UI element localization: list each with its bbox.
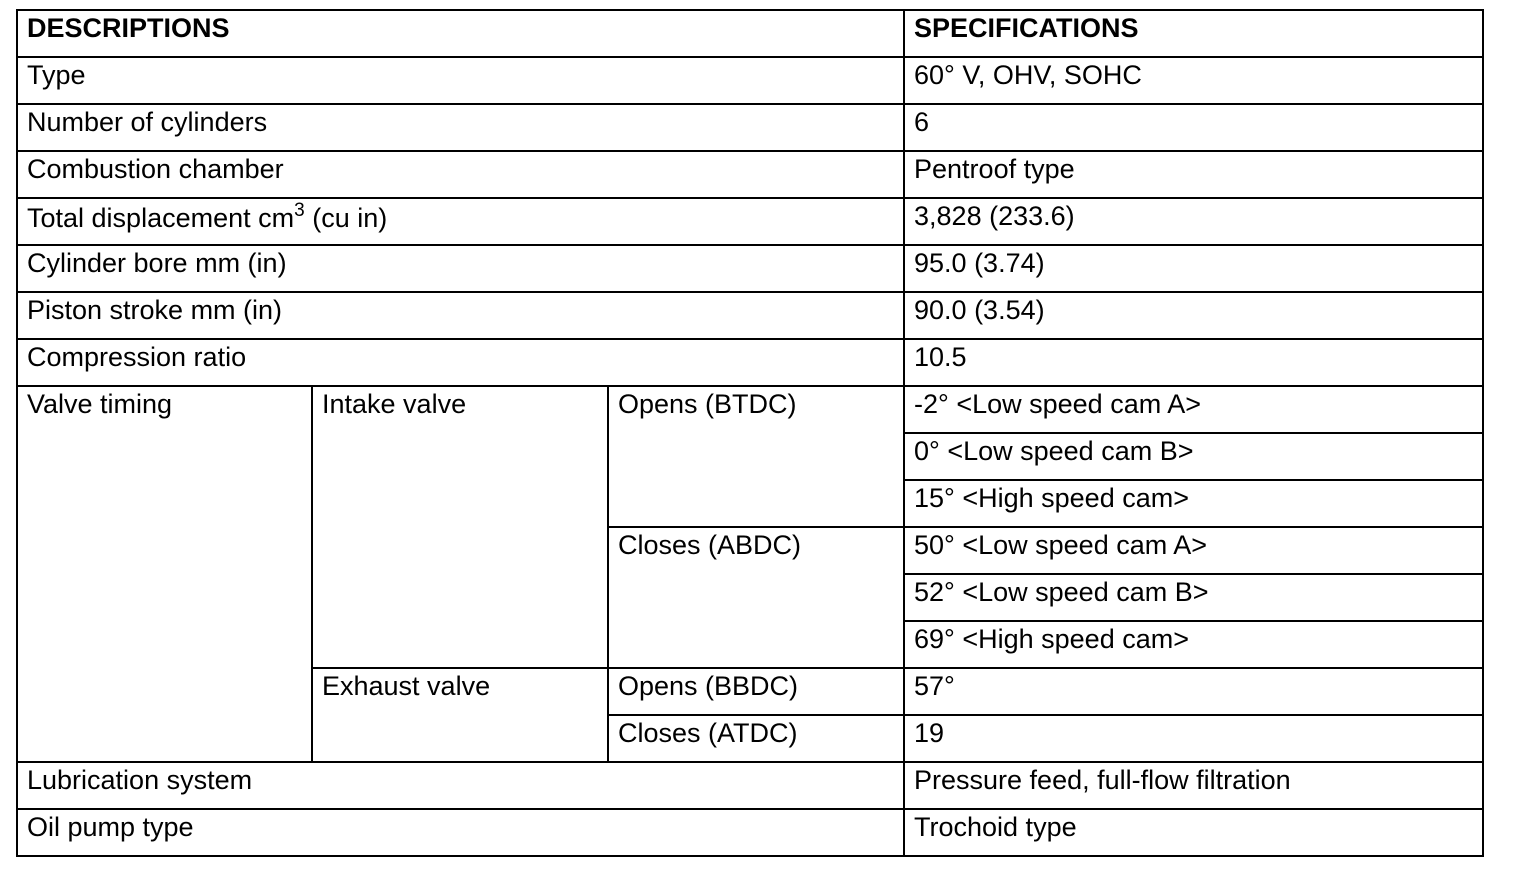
table-row [17, 762, 1483, 809]
table-row [17, 57, 1483, 104]
type-value: 60° V, OHV, SOHC [904, 57, 1483, 104]
intake-valve-label: Intake valve [312, 386, 608, 668]
displacement-label [17, 198, 904, 245]
table-row [17, 339, 1483, 386]
lubrication-value: Pressure feed, full-flow filtration [904, 762, 1483, 809]
intake-opens-value: 0° <Low speed cam B> [904, 433, 1483, 480]
cylinders-label: Number of cylinders [17, 104, 904, 151]
specifications-header: SPECIFICATIONS [904, 10, 1483, 57]
exhaust-closes-value: 19 [904, 715, 1483, 762]
intake-closes-value: 50° <Low speed cam A> [904, 527, 1483, 574]
displacement-value: 3,828 (233.6) [904, 198, 1483, 245]
stroke-value: 90.0 (3.54) [904, 292, 1483, 339]
table-row [17, 151, 1483, 198]
chamber-value: Pentroof type [904, 151, 1483, 198]
oilpump-value: Trochoid type [904, 809, 1483, 856]
displacement-label-text: Total displacement cm [27, 203, 295, 233]
bore-value: 95.0 (3.74) [904, 245, 1483, 292]
engine-specifications-table [16, 9, 1484, 857]
table-row [17, 292, 1483, 339]
table-row [17, 245, 1483, 292]
table-row [17, 104, 1483, 151]
stroke-label: Piston stroke mm (in) [17, 292, 904, 339]
displacement-label-unit: (cu in) [304, 203, 388, 233]
table-row [17, 198, 1483, 245]
intake-opens-value: -2° <Low speed cam A> [904, 386, 1483, 433]
intake-opens-label: Opens (BTDC) [608, 386, 904, 527]
intake-closes-label: Closes (ABDC) [608, 527, 904, 668]
compression-value: 10.5 [904, 339, 1483, 386]
table-row [17, 386, 1483, 433]
exhaust-opens-value: 57° [904, 668, 1483, 715]
bore-label: Cylinder bore mm (in) [17, 245, 904, 292]
compression-label: Compression ratio [17, 339, 904, 386]
valve-timing-label: Valve timing [17, 386, 312, 762]
oilpump-label: Oil pump type [17, 809, 904, 856]
lubrication-label: Lubrication system [17, 762, 904, 809]
exhaust-opens-label: Opens (BBDC) [608, 668, 904, 715]
type-label: Type [17, 57, 904, 104]
descriptions-header: DESCRIPTIONS [17, 10, 904, 57]
chamber-label: Combustion chamber [17, 151, 904, 198]
exhaust-valve-label: Exhaust valve [312, 668, 608, 762]
cylinders-value: 6 [904, 104, 1483, 151]
exhaust-closes-label: Closes (ATDC) [608, 715, 904, 762]
header-row [17, 10, 1483, 57]
intake-closes-value: 69° <High speed cam> [904, 621, 1483, 668]
intake-closes-value: 52° <Low speed cam B> [904, 574, 1483, 621]
displacement-superscript: 3 [294, 200, 305, 221]
table-row [17, 809, 1483, 856]
intake-opens-value: 15° <High speed cam> [904, 480, 1483, 527]
